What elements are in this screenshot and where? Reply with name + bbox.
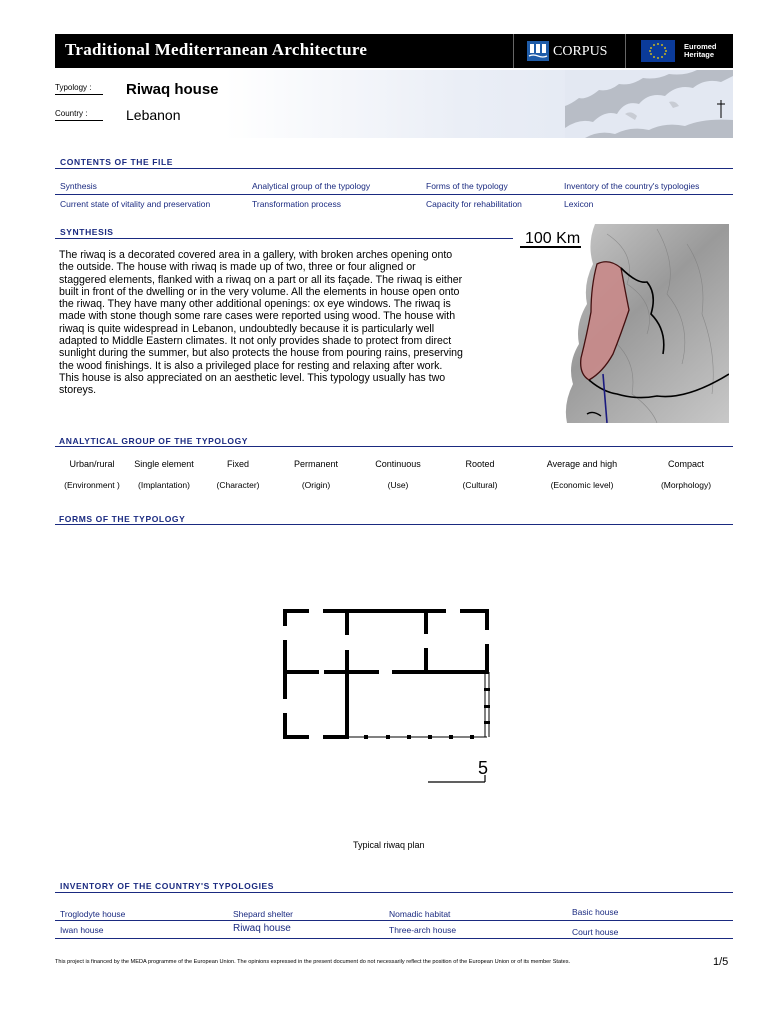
inventory-link-basic[interactable]: Basic house (572, 907, 619, 917)
inventory-link-nomadic[interactable]: Nomadic habitat (389, 909, 451, 919)
analytical-category: (Morphology) (660, 480, 712, 490)
footer-disclaimer: This project is financed by the MEDA programme of the European Union. The opinions expressed in the present document do not necessarily reflect the position of the European Union or of its member States. (55, 959, 571, 965)
analytical-value: Permanent (293, 459, 339, 469)
analytical-category: (Character) (216, 480, 260, 490)
synthesis-line: The riwaq is a decorated covered area in a gallery, with broken arches opening onto (59, 249, 453, 261)
corpus-logo-icon (527, 41, 549, 61)
typology-value: Riwaq house (126, 81, 219, 98)
mediterranean-map-image (565, 70, 733, 138)
toc-link-inventory[interactable]: Inventory of the country's typologies (564, 181, 700, 191)
synthesis-line: This house is also appreciated on an aesthetic level. This typology usually has two (59, 371, 446, 384)
inventory-link-iwan[interactable]: Iwan house (60, 925, 104, 935)
inventory-link-court[interactable]: Court house (572, 927, 619, 937)
synthesis-line: riwaq is quite widespread in Lebanon, undoubtedly because it is particularly well (59, 322, 435, 335)
toc-link-lexicon[interactable]: Lexicon (564, 199, 594, 209)
analytical-category: (Implantation) (138, 480, 190, 490)
page-number: 1/5 (713, 956, 729, 968)
toc-link-transformation[interactable]: Transformation process (252, 199, 341, 209)
analytical-rule (55, 446, 733, 447)
country-value: Lebanon (126, 107, 181, 123)
euromed-line-2: Heritage (684, 50, 715, 59)
synthesis-line: sunlight during the summer, but also protects the house from pouring rains, preserving (59, 347, 463, 360)
inventory-rule (55, 892, 733, 893)
analytical-value: Continuous (375, 459, 421, 469)
analytical-category: (Use) (387, 480, 409, 490)
analytical-heading: ANALYTICAL GROUP OF THE TYPOLOGY (59, 436, 249, 446)
inventory-link-riwaq[interactable]: Riwaq house (233, 923, 291, 934)
synthesis-line: the outside. The house with riwaq is made up of two, three or four aligned or (59, 261, 416, 274)
page-title: Traditional Mediterranean Architecture (65, 40, 368, 59)
riwaq-floor-plan-drawing (270, 600, 510, 795)
corpus-label: CORPUS (553, 44, 608, 59)
toc-link-synthesis[interactable]: Synthesis (60, 181, 97, 191)
analytical-value: Fixed (226, 459, 249, 469)
analytical-category: (Origin) (301, 480, 331, 490)
synthesis-line: built in front of the dwelling or in the very volume. All the elements in house open onto (59, 285, 460, 298)
typology-underline (55, 94, 103, 95)
country-label: Country : (55, 109, 88, 118)
analytical-category: (Economic level) (550, 480, 614, 490)
inventory-heading: INVENTORY OF THE COUNTRY'S TYPOLOGIES (60, 881, 275, 891)
plan-scale-label: 5 (478, 758, 489, 778)
lebanon-relief-map-image (517, 224, 729, 423)
forms-heading: FORMS OF THE TYPOLOGY (59, 514, 186, 524)
analytical-value (124, 459, 204, 470)
euromed-label (684, 43, 717, 59)
inventory-link-troglodyte[interactable]: Troglodyte house (60, 909, 126, 919)
analytical-category: (Environment ) (64, 480, 120, 490)
inventory-link-shepard[interactable]: Shepard shelter (233, 909, 294, 919)
map-scale-label: 100 Km (525, 230, 581, 247)
plan-caption: Typical riwaq plan (353, 840, 425, 850)
synthesis-line: the riwaq. They have many other additional openings: ox eye windows. The riwaq is (59, 298, 451, 311)
synthesis-paragraph (59, 249, 508, 397)
toc-link-rehabilitation[interactable]: Capacity for rehabilitation (426, 199, 522, 209)
country-underline (55, 120, 103, 121)
forms-rule (55, 524, 733, 525)
inventory-divider (55, 920, 733, 921)
typology-label: Typology : (55, 83, 92, 92)
contents-rule (55, 168, 733, 169)
synthesis-line: the wood finishings. It is also a privileged place for resting and relaxing after work. (59, 359, 443, 372)
analytical-category: (Cultural) (462, 480, 498, 490)
analytical-value: Urban/rural (69, 459, 115, 469)
inventory-link-three-arch[interactable]: Three-arch house (389, 925, 457, 935)
inventory-bottom-rule (55, 938, 733, 939)
synthesis-rule (55, 238, 513, 239)
analytical-value: Rooted (465, 459, 495, 469)
euromed-line-1: Euromed (684, 42, 717, 51)
toc-link-analytical-group[interactable]: Analytical group of the typology (252, 181, 371, 191)
analytical-value-text: Single element (134, 459, 194, 469)
analytical-value: Compact (667, 459, 704, 469)
eu-flag-icon (641, 40, 675, 62)
synthesis-line: adapted to Middle Eastern climates. It not only provides shade to protect from direct (59, 335, 452, 348)
synthesis-heading: SYNTHESIS (60, 227, 114, 237)
synthesis-line: staggered elements, flanked with a riwaq on a part or all its façade. The riwaq is either (59, 273, 463, 286)
toc-link-current-state[interactable]: Current state of vitality and preservation (60, 199, 211, 209)
toc-link-forms[interactable]: Forms of the typology (426, 181, 508, 191)
analytical-value: Average and high (546, 459, 618, 469)
contents-heading: CONTENTS OF THE FILE (60, 157, 174, 167)
synthesis-line: made with stone though some rare cases were reported using wood. The house with (59, 310, 456, 323)
synthesis-line: storeys. (59, 384, 97, 397)
contents-divider (55, 194, 733, 195)
